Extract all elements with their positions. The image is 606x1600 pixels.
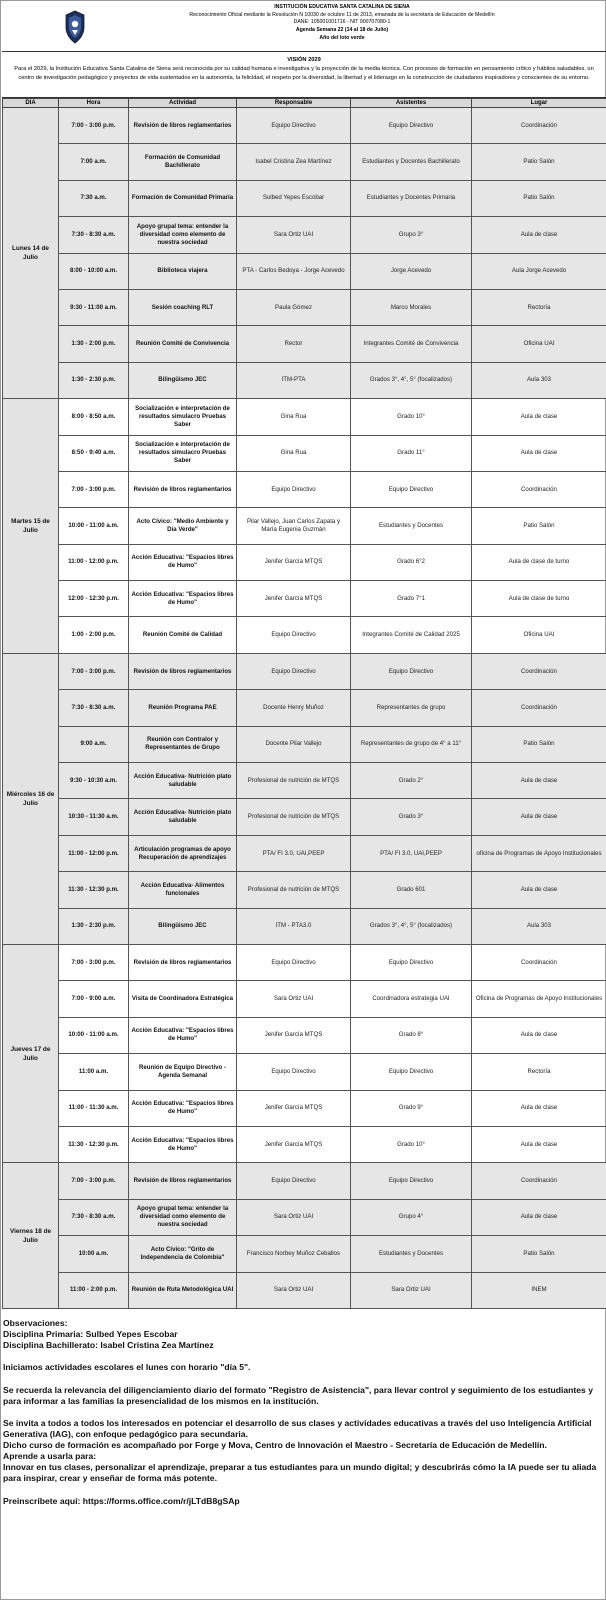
activity-cell: Biblioteca viajera	[129, 253, 237, 289]
activity-cell: Socialización e interpretación de resultados simulacro Pruebas Saber	[129, 399, 237, 435]
activity-cell: Formación de Comunidad Primaria	[129, 180, 237, 216]
attendees-cell: Estudiantes y Docentes Bachillerato	[351, 144, 472, 180]
place-cell: INEM	[472, 1272, 606, 1308]
attendees-cell: Representantes de grupo de 4° a 11°	[351, 726, 472, 762]
activity-cell: Reunión con Contralor y Representantes de Grupo	[129, 726, 237, 762]
activity-cell: Articulación programas de apoyo Recuperación de aprendizajes	[129, 835, 237, 871]
responsible-cell: Jenifer García MTQS	[237, 1090, 351, 1126]
responsible-cell: Equipo Directivo	[237, 471, 351, 507]
table-row	[3, 726, 606, 762]
table-row	[3, 399, 606, 435]
activity-cell: Acción Educativa: "Espacios libres de Humo"	[129, 1126, 237, 1162]
hour-cell: 11:00 - 12:00 p.m.	[59, 835, 129, 871]
day-cell: Jueves 17 de Julio	[3, 944, 59, 1162]
hour-cell: 7:30 - 8:30 a.m.	[59, 690, 129, 726]
attendees-cell: Integrantes Comité de Convivencia	[351, 326, 472, 362]
hour-cell: 1:30 - 2:30 p.m.	[59, 908, 129, 944]
table-row	[3, 872, 606, 908]
hour-cell: 7:30 a.m.	[59, 180, 129, 216]
table-row	[3, 1163, 606, 1199]
responsible-cell: Jenifer García MTQS	[237, 581, 351, 617]
day-cell: Miércoles 16 de Julio	[3, 653, 59, 944]
hour-cell: 7:00 - 3:00 p.m.	[59, 108, 129, 144]
vision-text: Para el 2029, la Institución Educativa Santa Catalina de Siena será reconocida por su calidad humana e investigativa y la proyección de la media técnica. Con procesos de formación en pensamiento crítico y hábitos saludables, un centro de investigación pedagógico y proyectos de vida sustentados en la autonomía, la felicidad, el respeto por la diversidad, la libertad y el liderazgo en la construcción de ciudadanos inspiradores y conscientes de su entorno.	[14, 66, 594, 81]
activity-cell: Revisión de libros reglamentarios	[129, 108, 237, 144]
place-cell: Coordinación	[472, 1163, 606, 1199]
attendees-cell: Sara Ortiz UAI	[351, 1272, 472, 1308]
responsible-cell: Equipo Directivo	[237, 653, 351, 689]
preregistration-link[interactable]: Preinscríbete aquí: https://forms.office.com/r/jLTdB8gSAp	[3, 1495, 240, 1506]
school-crest-icon	[64, 10, 86, 44]
attendees-cell: Grado 8°	[351, 1017, 472, 1053]
table-row	[3, 217, 606, 253]
responsible-cell: Sulbed Yepes Escobar	[237, 180, 351, 216]
note-attendance: Se recuerda la relevancia del diligenciamiento diario del formato "Registro de Asistencia", para llevar control y seguimiento de los estudiantes y para informar a las familias la presencialidad de los mismos en la institución.	[3, 1384, 594, 1406]
agenda-week-title: Agenda Semana 22 (14 al 18 de Julio)	[295, 27, 389, 34]
attendees-cell: Grado 7°1	[351, 581, 472, 617]
table-row	[3, 471, 606, 507]
activity-cell: Reunión de Equipo Directivo - Agenda Semanal	[129, 1054, 237, 1090]
attendees-cell: Estudiantes y Docentes	[351, 1236, 472, 1272]
place-cell: Aula Jorge Acevedo	[472, 253, 606, 289]
attendees-cell: Grado 9°	[351, 1090, 472, 1126]
responsible-cell: Sara Ortiz UAI	[237, 981, 351, 1017]
hour-cell: 9:30 - 10:30 a.m.	[59, 763, 129, 799]
table-row	[3, 435, 606, 471]
hour-cell: 7:30 - 8:30 a.m.	[59, 1199, 129, 1235]
hour-cell: 11:00 - 2:00 p.m.	[59, 1272, 129, 1308]
table-row	[3, 1236, 606, 1272]
place-cell: Aula de clase	[472, 399, 606, 435]
attendees-cell: Equipo Directivo	[351, 944, 472, 980]
attendees-cell: Grado 6°2	[351, 544, 472, 580]
hour-cell: 9:30 - 11:00 a.m.	[59, 289, 129, 325]
table-row	[3, 653, 606, 689]
attendees-cell: Grado 2°	[351, 763, 472, 799]
hour-cell: 11:00 - 11:30 a.m.	[59, 1090, 129, 1126]
header-asistentes: Asistentes	[351, 99, 472, 108]
attendees-cell: PTA/ FI 3.0, UAI,PEEP	[351, 835, 472, 871]
responsible-cell: Jenifer García MTQS	[237, 1017, 351, 1053]
activity-cell: Bilingüismo JEC	[129, 362, 237, 398]
hour-cell: 7:30 - 8:30 a.m.	[59, 217, 129, 253]
hour-cell: 7:00 - 9:00 a.m.	[59, 981, 129, 1017]
place-cell: Oficina UAI	[472, 617, 606, 653]
activity-cell: Reunión de Ruta Metodológica UAI	[129, 1272, 237, 1308]
responsible-cell: Equipo Directivo	[237, 1163, 351, 1199]
table-row	[3, 908, 606, 944]
responsible-cell: Gina Rua	[237, 399, 351, 435]
header-responsable: Responsable	[237, 99, 351, 108]
table-row	[3, 1090, 606, 1126]
place-cell: Rectoría	[472, 289, 606, 325]
place-cell: Aula de clase	[472, 435, 606, 471]
responsible-cell: Docente Henry Muñoz	[237, 690, 351, 726]
place-cell: Aula de clase	[472, 799, 606, 835]
attendees-cell: Equipo Directivo	[351, 471, 472, 507]
header-hora: Hora	[59, 99, 129, 108]
responsible-cell: Equipo Directivo	[237, 617, 351, 653]
responsible-cell: Profesional de nutrición de MTQS	[237, 799, 351, 835]
activity-cell: Acción Educativa: "Espacios libres de Humo"	[129, 1090, 237, 1126]
note-learn-heading: Aprende a usarla para:	[3, 1451, 97, 1462]
hour-cell: 8:00 - 8:50 a.m.	[59, 399, 129, 435]
activity-cell: Acción Educativa: "Espacios libres de Humo"	[129, 1017, 237, 1053]
table-row	[3, 544, 606, 580]
place-cell: Aula de clase	[472, 217, 606, 253]
place-cell: Patio Salón	[472, 508, 606, 544]
table-row	[3, 690, 606, 726]
hour-cell: 10:00 - 11:00 a.m.	[59, 1017, 129, 1053]
place-cell: Aula 303	[472, 362, 606, 398]
header-actividad: Actividad	[129, 99, 237, 108]
place-cell: Patio Salón	[472, 726, 606, 762]
responsible-cell: Docente Pilar Vallejo	[237, 726, 351, 762]
responsible-cell: PTA - Carlos Bedoya - Jorge Acevedo	[237, 253, 351, 289]
vision-section	[2, 53, 606, 98]
place-cell: Aula de clase	[472, 872, 606, 908]
responsible-cell: Equipo Directivo	[237, 944, 351, 980]
place-cell: Patio Salón	[472, 180, 606, 216]
attendees-cell: Marco Morales	[351, 289, 472, 325]
attendees-cell: Grado 11°	[351, 435, 472, 471]
observations-section	[3, 1318, 603, 1507]
attendees-cell: Grupo 3°	[351, 217, 472, 253]
attendees-cell: Representantes de grupo	[351, 690, 472, 726]
activity-cell: Sesión coaching RLT	[129, 289, 237, 325]
responsible-cell: Rector	[237, 326, 351, 362]
place-cell: oficina de Programas de Apoyo Institucionales	[472, 835, 606, 871]
responsible-cell: PTA/ FI 3.0, UAI,PEEP	[237, 835, 351, 871]
attendees-cell: Equipo Directivo	[351, 108, 472, 144]
activity-cell: Acción Educativa: "Espacios libres de Humo"	[129, 581, 237, 617]
hour-cell: 1:30 - 2:00 p.m.	[59, 326, 129, 362]
observations-title: Observaciones:	[3, 1318, 68, 1328]
discipline-primaria: Disciplina Primaria: Sulbed Yepes Escobar	[3, 1329, 178, 1340]
recognition-text: Reconocimiento Oficial mediante la Resolución N 10030 de octubre 11 de 2013, emanada de la secretaría de Educación de Medellín	[189, 11, 495, 18]
activity-cell: Visita de Coordinadora Estratégica	[129, 981, 237, 1017]
vision-title: VISIÓN 2029	[287, 57, 321, 63]
table-row	[3, 944, 606, 980]
table-row	[3, 508, 606, 544]
hour-cell: 7:00 - 3:00 p.m.	[59, 471, 129, 507]
table-row	[3, 144, 606, 180]
hour-cell: 10:30 - 11:30 a.m.	[59, 799, 129, 835]
responsible-cell: Profesional de nutrición de MTQS	[237, 872, 351, 908]
place-cell: Aula de clase	[472, 1090, 606, 1126]
day-cell: Viernes 18 de Julio	[3, 1163, 59, 1309]
activity-cell: Acción Educativa- Nutrición plato saludable	[129, 799, 237, 835]
hour-cell: 11:00 - 12:00 p.m.	[59, 544, 129, 580]
table-row	[3, 253, 606, 289]
hour-cell: 1:30 - 2:30 p.m.	[59, 362, 129, 398]
table-row	[3, 763, 606, 799]
responsible-cell: Isabel Cristina Zea Martínez	[237, 144, 351, 180]
responsible-cell: Sara Ortiz UAI	[237, 217, 351, 253]
responsible-cell: Jenifer García MTQS	[237, 544, 351, 580]
activity-cell: Revisión de libros reglamentarios	[129, 653, 237, 689]
place-cell: Aula de clase	[472, 763, 606, 799]
attendees-cell: Grado 10°	[351, 1126, 472, 1162]
responsible-cell: Equipo Directivo	[237, 1054, 351, 1090]
responsible-cell: ITM - PTA3.0	[237, 908, 351, 944]
activity-cell: Socialización e interpretación de resultados simulacro Pruebas Saber	[129, 435, 237, 471]
hour-cell: 12:00 - 12:30 p.m.	[59, 581, 129, 617]
day-cell: Lunes 14 de Julio	[3, 108, 59, 399]
hour-cell: 7:00 - 3:00 p.m.	[59, 653, 129, 689]
table-row	[3, 1017, 606, 1053]
attendees-cell: Equipo Directivo	[351, 1163, 472, 1199]
place-cell: Patio Salón	[472, 1236, 606, 1272]
table-header-row	[3, 99, 606, 108]
table-row	[3, 617, 606, 653]
note-schedule: Iniciamos actividades escolares el lunes con horario "día 5".	[3, 1362, 251, 1373]
discipline-bachillerato: Disciplina Bachillerato: Isabel Cristina Zea Martínez	[3, 1340, 214, 1351]
responsible-cell: Gina Rua	[237, 435, 351, 471]
responsible-cell: Sara Ortiz UAI	[237, 1272, 351, 1308]
activity-cell: Acción Educativa- Nutrición plato saludable	[129, 763, 237, 799]
table-row	[3, 799, 606, 835]
attendees-cell: Grado 601	[351, 872, 472, 908]
attendees-cell: Equipo Directivo	[351, 1054, 472, 1090]
place-cell: Oficina de Programas de Apoyo Institucionales	[472, 981, 606, 1017]
hour-cell: 10:00 a.m.	[59, 1236, 129, 1272]
hour-cell: 1:00 - 2:00 p.m.	[59, 617, 129, 653]
activity-cell: Reunión Comité de Calidad	[129, 617, 237, 653]
place-cell: Aula de clase	[472, 1199, 606, 1235]
attendees-cell: Grado 3°	[351, 799, 472, 835]
document-header	[2, 2, 606, 52]
responsible-cell: ITM-PTA	[237, 362, 351, 398]
hour-cell: 8:50 - 9:40 a.m.	[59, 435, 129, 471]
place-cell: Coordinación	[472, 108, 606, 144]
place-cell: Coordinación	[472, 471, 606, 507]
schedule-table	[2, 98, 606, 1309]
place-cell: Oficina UAI	[472, 326, 606, 362]
activity-cell: Revisión de libros reglamentarios	[129, 944, 237, 980]
place-cell: Aula de clase de turno	[472, 581, 606, 617]
hour-cell: 10:00 - 11:00 a.m.	[59, 508, 129, 544]
table-row	[3, 835, 606, 871]
table-row	[3, 1199, 606, 1235]
hour-cell: 7:00 - 3:00 p.m.	[59, 1163, 129, 1199]
hour-cell: 11:00 a.m.	[59, 1054, 129, 1090]
place-cell: Patio Salón	[472, 144, 606, 180]
table-row	[3, 1126, 606, 1162]
place-cell: Aula de clase	[472, 1126, 606, 1162]
dane-nit: DANE: 105001001716 - NIT 900707080-1	[293, 19, 391, 26]
year-name: Año del loto verde	[319, 34, 365, 41]
responsible-cell: Paula Gómez	[237, 289, 351, 325]
place-cell: Coordinación	[472, 944, 606, 980]
hour-cell: 11:30 - 12:30 p.m.	[59, 872, 129, 908]
hour-cell: 7:00 - 3:00 p.m.	[59, 944, 129, 980]
activity-cell: Formación de Comunidad Bachillerato	[129, 144, 237, 180]
place-cell: Aula de clase de turno	[472, 544, 606, 580]
hour-cell: 11:30 - 12:30 p.m.	[59, 1126, 129, 1162]
header-dia: DIA	[3, 99, 59, 108]
table-row	[3, 326, 606, 362]
responsible-cell: Francisco Norbey Muñoz Ceballos	[237, 1236, 351, 1272]
note-iag-invitation: Se invita a todos a todos los interesados en potenciar el desarrollo de sus clases y actividades educativas a través del uso Inteligencia Artificial Generativa (IAG), con enfoque pedagógico para secundaria.	[3, 1417, 592, 1439]
table-row	[3, 581, 606, 617]
attendees-cell: Estudiantes y Docentes Primaria	[351, 180, 472, 216]
responsible-cell: Pilar Vallejo, Juan Carlos Zapata y María Eugenia Guzmán	[237, 508, 351, 544]
attendees-cell: Integrantes Comité de Calidad 2025	[351, 617, 472, 653]
activity-cell: Acto Cívico: "Medio Ambiente y Día Verde"	[129, 508, 237, 544]
responsible-cell: Sara Ortiz UAI	[237, 1199, 351, 1235]
attendees-cell: Grado 10°	[351, 399, 472, 435]
place-cell: Coordinación	[472, 690, 606, 726]
hour-cell: 8:00 - 10:00 a.m.	[59, 253, 129, 289]
activity-cell: Bilingüismo JEC	[129, 908, 237, 944]
activity-cell: Acto Cívico: "Grito de Independencia de Colombia"	[129, 1236, 237, 1272]
day-cell: Martes 15 de Julio	[3, 399, 59, 654]
activity-cell: Acción Educativa- Alimentos funcionales	[129, 872, 237, 908]
header-lugar: Lugar	[472, 99, 606, 108]
table-row	[3, 180, 606, 216]
attendees-cell: Grados 3°, 4°, 5° (focalizados)	[351, 362, 472, 398]
table-row	[3, 1054, 606, 1090]
activity-cell: Apoyo grupal tema: entender la diversidad como elemento de nuestra sociedad	[129, 217, 237, 253]
place-cell: Aula 303	[472, 908, 606, 944]
place-cell: Rectoría	[472, 1054, 606, 1090]
table-row	[3, 981, 606, 1017]
activity-cell: Apoyo grupal tema: entender la diversidad como elemento de nuestra sociedad	[129, 1199, 237, 1235]
activity-cell: Reunión Programa PAE	[129, 690, 237, 726]
table-row	[3, 362, 606, 398]
table-row	[3, 108, 606, 144]
activity-cell: Revisión de libros reglamentarios	[129, 471, 237, 507]
activity-cell: Acción Educativa: "Espacios libres de Humo"	[129, 544, 237, 580]
activity-cell: Revisión de libros reglamentarios	[129, 1163, 237, 1199]
attendees-cell: Grupo 4°	[351, 1199, 472, 1235]
place-cell: Coordinación	[472, 653, 606, 689]
institution-name: INSTITUCIÓN EDUCATIVA SANTA CATALINA DE SIENA	[274, 4, 410, 10]
responsible-cell: Jenifer García MTQS	[237, 1126, 351, 1162]
attendees-cell: Equipo Directivo	[351, 653, 472, 689]
attendees-cell: Coordinadora estrategia UAI	[351, 981, 472, 1017]
activity-cell: Reunión Comité de Convivencia	[129, 326, 237, 362]
attendees-cell: Grados 3°, 4°, 5° (focalizados)	[351, 908, 472, 944]
hour-cell: 9:00 a.m.	[59, 726, 129, 762]
place-cell: Aula de clase	[472, 1017, 606, 1053]
note-learn-text: Innovar en tus clases, personalizar el aprendizaje, preparar a tus estudiantes para un mundo digital; y descubrirás cómo la IA puede ser tu aliada para inspirar, crear y enseñar de forma más potente.	[3, 1462, 597, 1484]
note-course-partners: Dicho curso de formación es acompañado por Forge y Mova, Centro de Innovación el Maestro - Secretaría de Educación de Medellín.	[3, 1440, 547, 1451]
table-row	[3, 1272, 606, 1308]
hour-cell: 7:00 a.m.	[59, 144, 129, 180]
attendees-cell: Estudiantes y Docentes	[351, 508, 472, 544]
attendees-cell: Jorge Acevedo	[351, 253, 472, 289]
responsible-cell: Equipo Directivo	[237, 108, 351, 144]
responsible-cell: Profesional de nutrición de MTQS	[237, 763, 351, 799]
table-row	[3, 289, 606, 325]
